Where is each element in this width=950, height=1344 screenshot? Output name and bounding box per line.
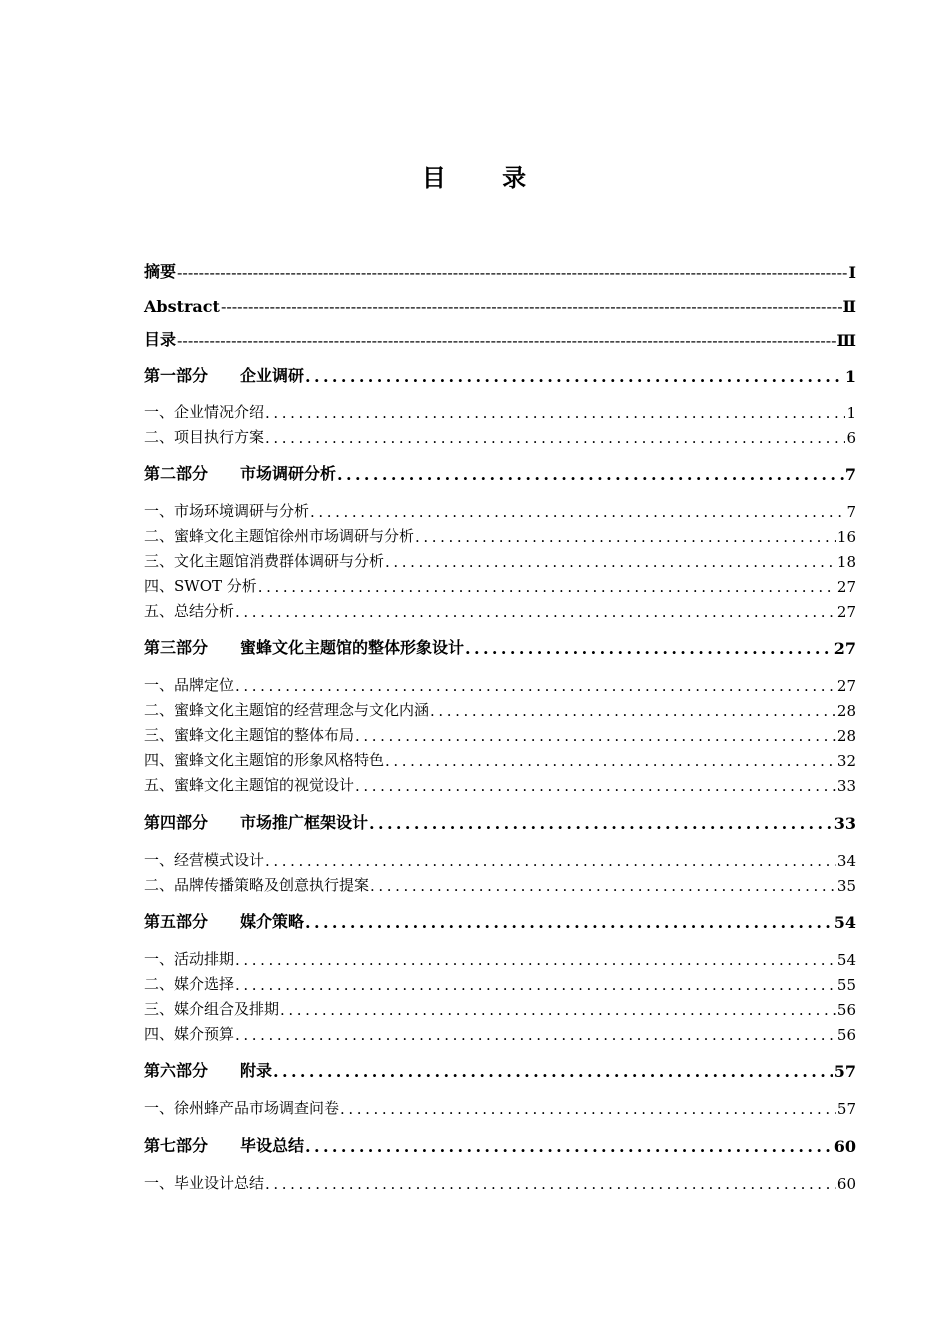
toc-part-number: 第六部分 xyxy=(144,1061,209,1080)
toc-entry-page: 55 xyxy=(836,976,856,994)
toc-entry-page: 54 xyxy=(833,913,856,932)
toc-entry-page: 7 xyxy=(846,503,856,521)
toc-part-5[interactable] xyxy=(144,910,856,932)
toc-leader xyxy=(177,263,848,282)
toc-part-number: 第二部分 xyxy=(144,464,209,483)
toc-part-7[interactable] xyxy=(144,1134,856,1156)
toc-item[interactable] xyxy=(144,848,856,870)
toc-item[interactable] xyxy=(144,972,856,994)
toc-item[interactable] xyxy=(144,873,856,895)
toc-item[interactable] xyxy=(144,947,856,969)
toc-entry-page: 27 xyxy=(836,578,856,596)
toc-part-number: 第四部分 xyxy=(144,813,209,832)
toc-entry-page: 35 xyxy=(836,877,856,895)
toc-item-label: 三、蜜蜂文化主题馆的整体布局 xyxy=(144,726,355,744)
toc-entry-abstract-en[interactable] xyxy=(144,294,856,316)
toc-part-title: 媒介策略 xyxy=(240,912,305,931)
toc-entry-label: 摘要 xyxy=(144,262,177,281)
toc-leader xyxy=(355,777,836,795)
toc-entry-page: 28 xyxy=(836,702,856,720)
toc-entry-page: 60 xyxy=(833,1137,856,1156)
toc-leader xyxy=(340,1100,836,1118)
toc-entry-page: 28 xyxy=(836,727,856,745)
toc-leader xyxy=(258,578,836,596)
toc-part-title: 市场调研分析 xyxy=(240,464,337,483)
toc-entry-page: Ⅲ xyxy=(836,331,856,350)
toc-leader xyxy=(273,1062,833,1081)
toc-item-label: 四、蜜蜂文化主题馆的形象风格特色 xyxy=(144,751,385,769)
toc-item[interactable] xyxy=(144,997,856,1019)
toc-leader xyxy=(415,528,836,546)
toc-item-label: 一、经营模式设计 xyxy=(144,851,265,869)
toc-item-label: 五、总结分析 xyxy=(144,602,235,620)
toc-entry-page: 32 xyxy=(836,752,856,770)
toc-part-title: 毕设总结 xyxy=(240,1136,305,1155)
toc-entry-page: 27 xyxy=(833,639,856,658)
toc-entry-label: Abstract xyxy=(144,297,220,316)
toc-entry-page: 56 xyxy=(836,1026,856,1044)
toc-item[interactable] xyxy=(144,1096,856,1118)
toc-item[interactable] xyxy=(144,425,856,447)
toc-entry-page: 1 xyxy=(844,367,856,386)
toc-entry-page: 57 xyxy=(833,1062,856,1081)
toc-part-1[interactable] xyxy=(144,364,856,386)
toc-item-label: 一、活动排期 xyxy=(144,950,235,968)
toc-item[interactable] xyxy=(144,499,856,521)
toc-part-6[interactable] xyxy=(144,1059,856,1081)
toc-leader xyxy=(235,951,836,969)
toc-leader xyxy=(235,1026,836,1044)
toc-entry-page: 57 xyxy=(836,1100,856,1118)
toc-leader xyxy=(370,877,836,895)
toc-item[interactable] xyxy=(144,524,856,546)
toc-item-label: 三、文化主题馆消费群体调研与分析 xyxy=(144,552,385,570)
toc-entry-page: 33 xyxy=(836,777,856,795)
toc-leader xyxy=(177,331,836,350)
toc-leader xyxy=(355,727,836,745)
toc-entry-page: 6 xyxy=(846,429,856,447)
toc-leader xyxy=(235,603,836,621)
toc-item-label: 一、企业情况介绍 xyxy=(144,403,265,421)
toc-leader xyxy=(280,1001,836,1019)
toc-leader xyxy=(265,404,845,422)
toc-entry-page: 16 xyxy=(836,528,856,546)
toc-leader xyxy=(305,367,844,386)
toc-entry-page: Ⅰ xyxy=(848,263,856,282)
toc-entry-page: 54 xyxy=(836,951,856,969)
toc-part-title: 附录 xyxy=(240,1061,273,1080)
toc-part-number: 第三部分 xyxy=(144,638,209,657)
toc-item-label: 一、毕业设计总结 xyxy=(144,1174,265,1192)
toc-item[interactable] xyxy=(144,1022,856,1044)
toc-entry-page: 18 xyxy=(836,553,856,571)
toc-part-number: 第七部分 xyxy=(144,1136,209,1155)
toc-leader xyxy=(265,1175,836,1193)
toc-entry-page: 7 xyxy=(844,465,856,484)
toc-leader xyxy=(265,429,845,447)
toc-item-label: 二、蜜蜂文化主题馆徐州市场调研与分析 xyxy=(144,527,415,545)
toc-item[interactable] xyxy=(144,773,856,795)
toc-item[interactable] xyxy=(144,599,856,621)
toc-entry-page: 27 xyxy=(836,677,856,695)
toc-part-title: 蜜蜂文化主题馆的整体形象设计 xyxy=(240,638,465,657)
toc-part-2[interactable] xyxy=(144,462,856,484)
toc-leader xyxy=(430,702,836,720)
toc-entry-page: 56 xyxy=(836,1001,856,1019)
toc-leader xyxy=(385,752,836,770)
toc-item[interactable] xyxy=(144,723,856,745)
toc-part-number: 第一部分 xyxy=(144,366,209,385)
toc-item[interactable] xyxy=(144,748,856,770)
toc-item-label: 五、蜜蜂文化主题馆的视觉设计 xyxy=(144,776,355,794)
toc-entry-page: 33 xyxy=(833,814,856,833)
toc-entry-page: 60 xyxy=(836,1175,856,1193)
toc-leader xyxy=(235,677,836,695)
toc-part-3[interactable] xyxy=(144,636,856,658)
toc-entry-page: 1 xyxy=(846,404,856,422)
toc-item-label: 四、SWOT 分析 xyxy=(144,577,257,595)
toc-item[interactable] xyxy=(144,1171,856,1193)
toc-item-label: 一、品牌定位 xyxy=(144,676,235,694)
toc-item[interactable] xyxy=(144,574,856,596)
toc-leader xyxy=(385,553,836,571)
toc-item-label: 三、媒介组合及排期 xyxy=(144,1000,280,1018)
toc-item-label: 二、蜜蜂文化主题馆的经营理念与文化内涵 xyxy=(144,701,430,719)
toc-part-4[interactable] xyxy=(144,811,856,833)
toc-part-number: 第五部分 xyxy=(144,912,209,931)
toc-item[interactable] xyxy=(144,673,856,695)
toc-item-label: 一、市场环境调研与分析 xyxy=(144,502,310,520)
toc-leader xyxy=(337,465,844,484)
toc-item[interactable] xyxy=(144,400,856,422)
toc-leader xyxy=(369,814,833,833)
toc-entry-label: 目录 xyxy=(144,330,177,349)
toc-item-label: 二、项目执行方案 xyxy=(144,428,265,446)
toc-entry-contents[interactable] xyxy=(144,328,856,350)
toc-part-title: 市场推广框架设计 xyxy=(240,813,369,832)
toc-item[interactable] xyxy=(144,698,856,720)
toc-item[interactable] xyxy=(144,549,856,571)
toc-leader xyxy=(221,297,842,316)
page-title: 目 录 xyxy=(421,163,551,192)
toc-item-label: 一、徐州蜂产品市场调查问卷 xyxy=(144,1099,340,1117)
toc-leader xyxy=(310,503,845,521)
toc-item-label: 二、媒介选择 xyxy=(144,975,235,993)
toc-entry-abstract-cn[interactable] xyxy=(144,260,856,282)
toc-part-title: 企业调研 xyxy=(240,366,305,385)
toc-leader xyxy=(305,913,833,932)
toc-leader xyxy=(235,976,836,994)
toc-entry-page: 27 xyxy=(836,603,856,621)
toc-leader xyxy=(305,1137,833,1156)
toc-leader xyxy=(265,852,836,870)
toc-item-label: 四、媒介预算 xyxy=(144,1025,235,1043)
toc-entry-page: Ⅱ xyxy=(842,297,856,316)
toc-entry-page: 34 xyxy=(836,852,856,870)
toc-item-label: 二、品牌传播策略及创意执行提案 xyxy=(144,876,370,894)
toc-leader xyxy=(465,639,833,658)
